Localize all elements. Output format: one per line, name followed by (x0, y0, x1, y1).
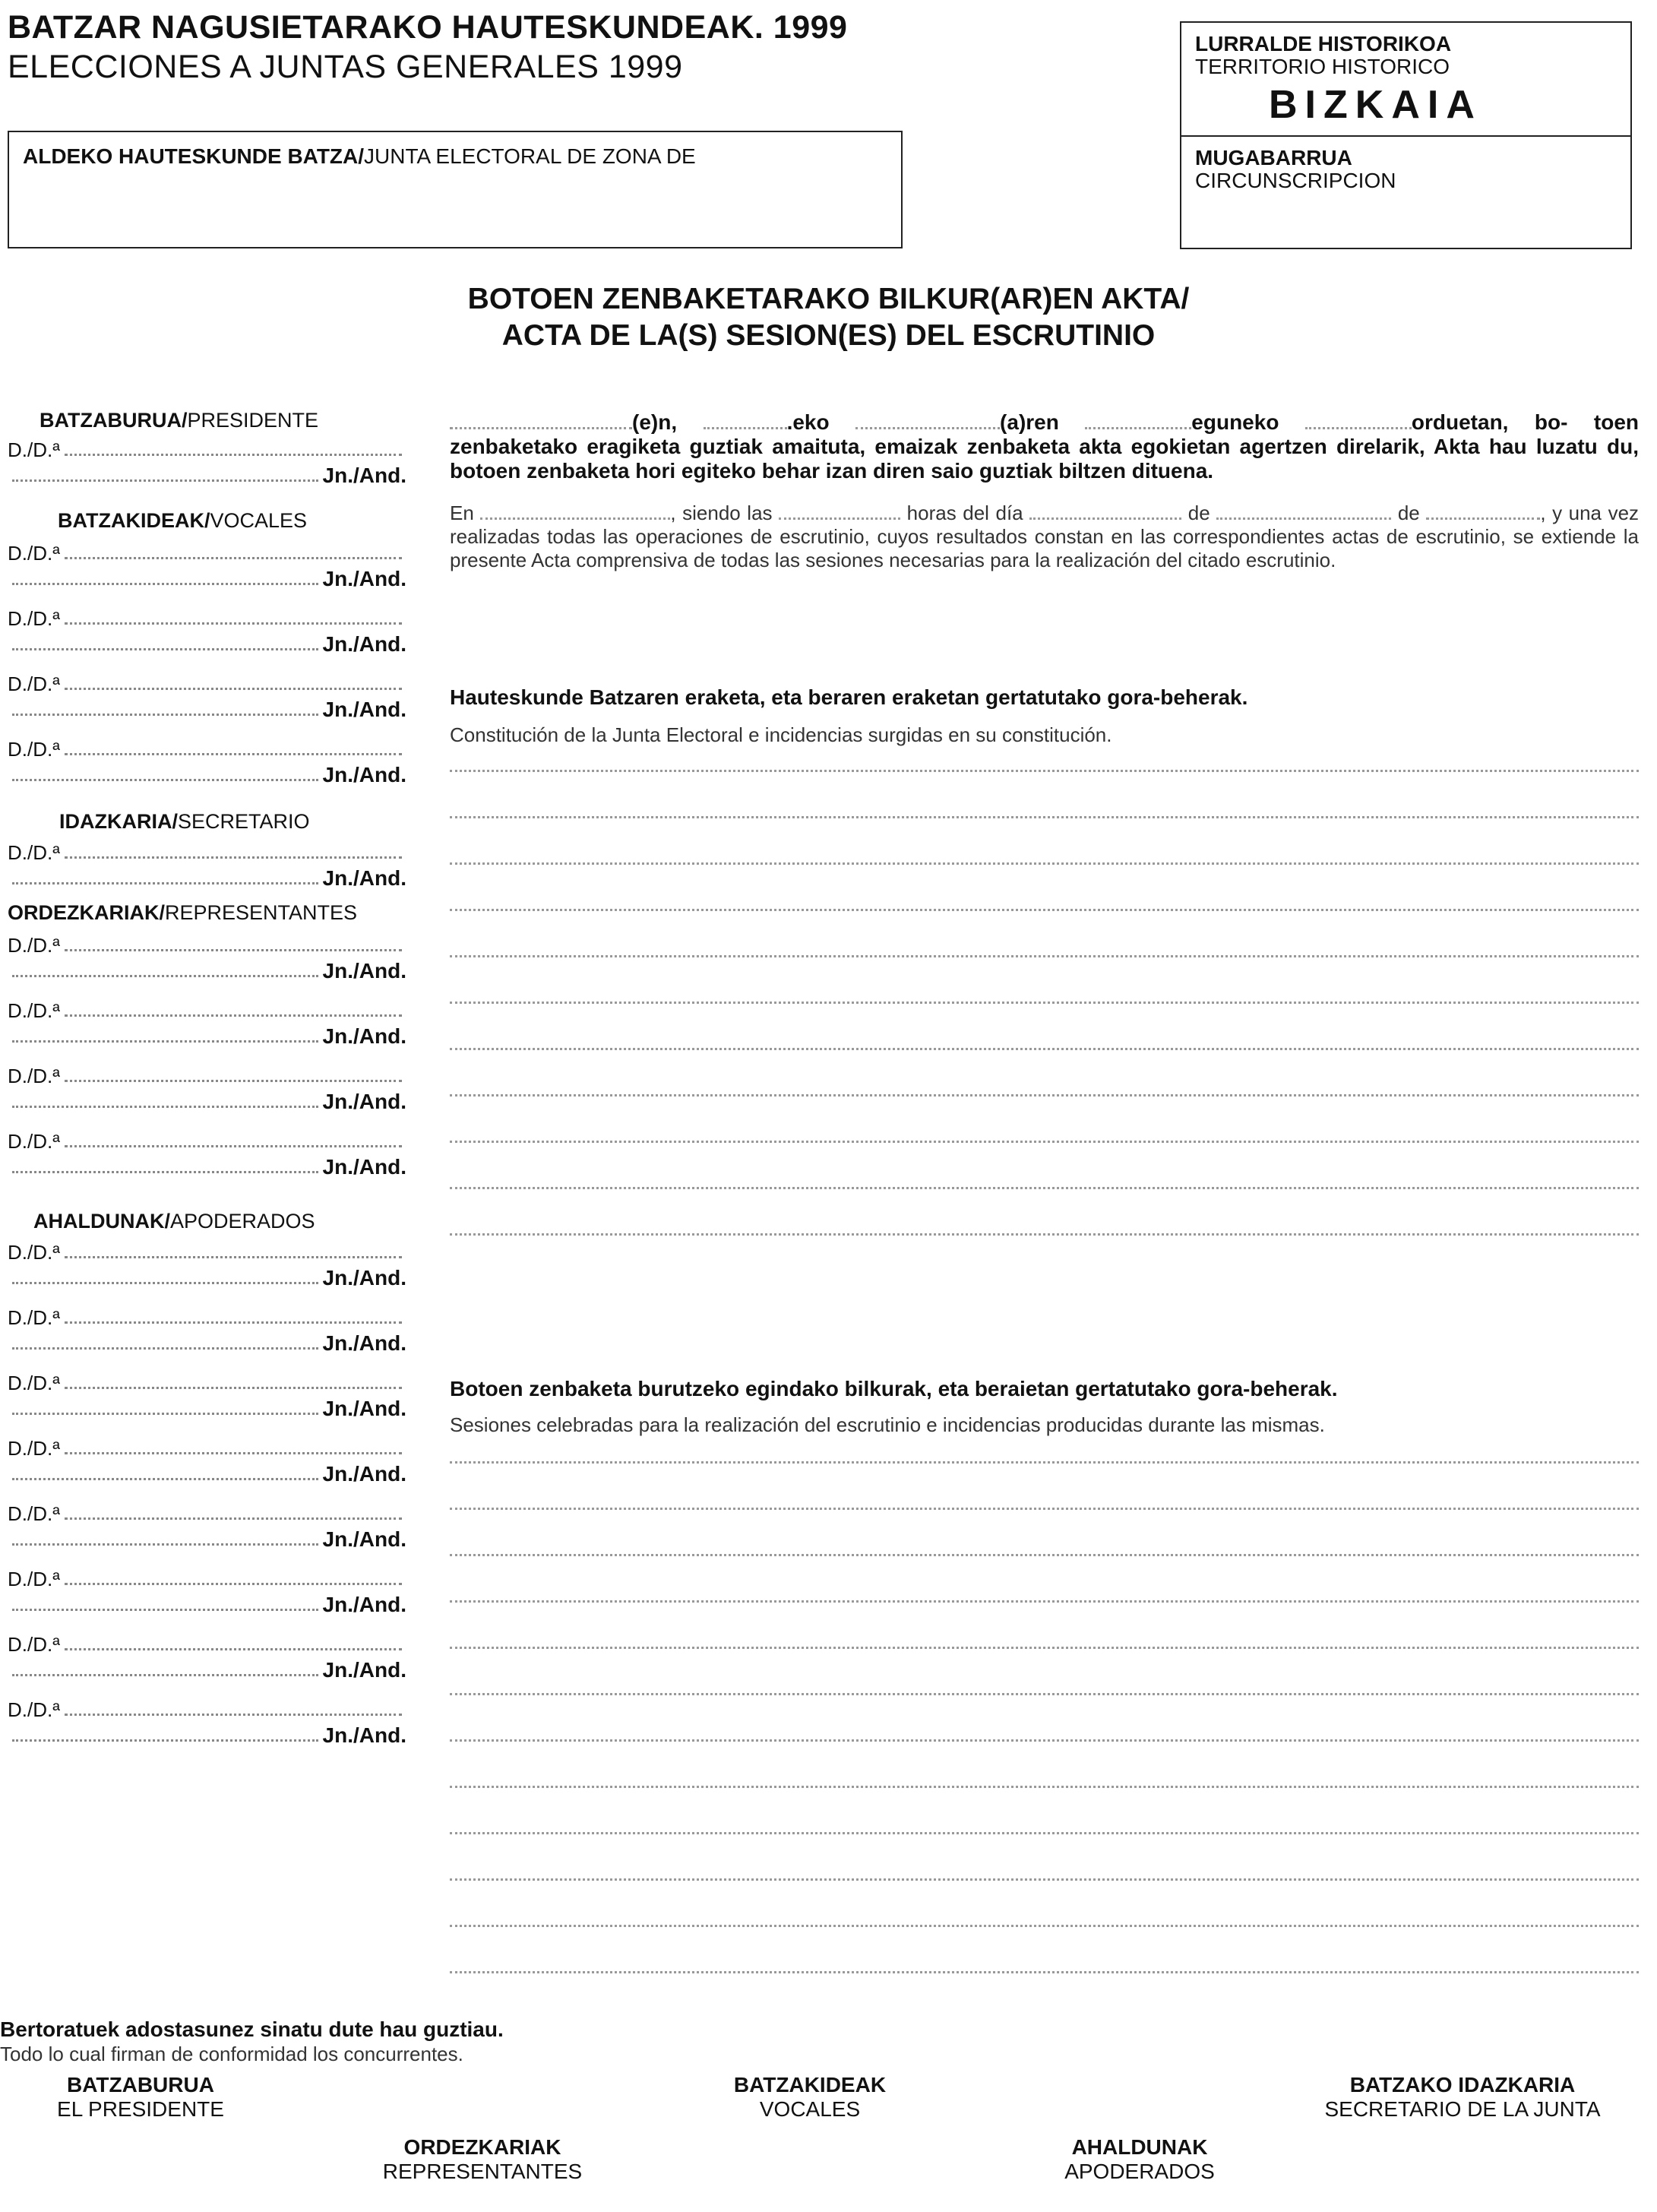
representantes-heading-es: REPRESENTANTES (165, 901, 358, 924)
id-line[interactable] (8, 1330, 406, 1356)
name-line[interactable] (8, 605, 406, 631)
id-line[interactable] (8, 1591, 406, 1617)
document-title-es: ACTA DE LA(S) SESION(ES) DEL ESCRUTINIO (501, 319, 1156, 352)
signature-vocales[interactable] (696, 2073, 924, 2122)
name-line[interactable] (8, 670, 406, 696)
left-column (8, 409, 406, 1748)
intro-es-4: de (1187, 502, 1210, 524)
name-line[interactable] (8, 1435, 406, 1460)
id-line[interactable] (8, 1023, 406, 1049)
name-line[interactable] (8, 997, 406, 1023)
name-line[interactable] (8, 1631, 406, 1657)
year-fill[interactable] (704, 427, 787, 429)
id-line[interactable] (8, 631, 406, 657)
intro-eu-1: (e)n, (632, 410, 678, 434)
d-label: D./D.ª (8, 438, 60, 461)
apoderados-heading-eu: AHALDUNAK/ (33, 1210, 170, 1233)
territory-divider (1180, 135, 1632, 137)
sig-presidente-eu: BATZABURUA (67, 2073, 214, 2096)
signature-representantes[interactable] (357, 2135, 608, 2184)
jn-label: Jn./And. (322, 1155, 406, 1179)
territory-label-eu: LURRALDE HISTORIKOA (1195, 32, 1452, 55)
place-fill[interactable] (450, 427, 632, 429)
signature-presidente[interactable] (46, 2073, 236, 2122)
representantes-heading-eu: ORDEZKARIAK/ (8, 901, 165, 924)
apoderados-heading-es: APODERADOS (169, 1210, 315, 1233)
d-label: D./D.ª (8, 1130, 60, 1153)
jn-label: Jn./And. (322, 567, 406, 590)
jn-label: Jn./And. (322, 1024, 406, 1048)
territory-label-es: TERRITORIO HISTORICO (1195, 55, 1450, 78)
d-label: D./D.ª (8, 542, 60, 565)
intro-eu-2: .eko (786, 410, 830, 434)
d-label: D./D.ª (8, 1372, 60, 1394)
day-fill-es[interactable] (1029, 517, 1181, 520)
id-line[interactable] (8, 1088, 406, 1114)
district-label-eu[interactable]: MUGABARRUA (1195, 146, 1352, 169)
jn-label: Jn./And. (322, 1527, 406, 1551)
vocales-heading-es: VOCALES (210, 509, 308, 532)
name-line[interactable] (8, 1062, 406, 1088)
jn-label: Jn./And. (322, 959, 406, 983)
intro-eu-4: eguneko (1191, 410, 1279, 434)
id-line[interactable] (8, 1722, 406, 1748)
intro-es-rest: y una vez realizadas todas las operaciones de escrutinio, cuyos resultados constan en las correspondientes actas de escrutinio, se extiende la presente Acta comprensiva de todas las sesiones necesarias para la realización del citado escrutinio. (450, 502, 1640, 571)
d-label: D./D.ª (8, 1437, 60, 1460)
document-title-eu: BOTOEN ZENBAKETARAKO BILKUR(AR)EN AKTA/ (467, 283, 1190, 315)
d-label: D./D.ª (8, 934, 60, 957)
id-line[interactable] (8, 462, 406, 488)
jn-label: Jn./And. (322, 1266, 406, 1290)
zone-label (23, 144, 696, 169)
intro-es-3: horas del día (906, 502, 1023, 524)
section1-heading-es: Constitución de la Junta Electoral e incidencias surgidas en su constitución. (450, 723, 1112, 746)
name-line[interactable] (8, 1239, 406, 1264)
name-line[interactable] (8, 932, 406, 957)
intro-es-1: En (450, 502, 474, 524)
section2-heading-es: Sesiones celebradas para la realización del escrutinio e incidencias producidas durante las mismas. (450, 1413, 1325, 1436)
id-line[interactable] (8, 1153, 406, 1179)
year-fill-es[interactable] (1426, 517, 1540, 520)
d-label: D./D.ª (8, 1502, 60, 1525)
zone-label-es: JUNTA ELECTORAL DE ZONA DE (364, 144, 696, 168)
id-line[interactable] (8, 865, 406, 891)
d-label: D./D.ª (8, 1568, 60, 1590)
intro-paragraph-eu (450, 410, 1639, 483)
zone-label-eu: ALDEKO HAUTESKUNDE BATZA/ (23, 144, 365, 168)
presidente-heading-eu: BATZABURUA/ (40, 409, 188, 432)
sig-representantes-es: REPRESENTANTES (382, 2160, 583, 2183)
jn-label: Jn./And. (322, 763, 406, 786)
section2-fill-area[interactable] (450, 1459, 1639, 1973)
sig-vocales-es: VOCALES (759, 2097, 861, 2121)
jn-label: Jn./And. (322, 1658, 406, 1682)
jn-label: Jn./And. (322, 698, 406, 721)
id-line[interactable] (8, 957, 406, 983)
d-label: D./D.ª (8, 738, 60, 761)
place-fill-es[interactable] (480, 517, 670, 520)
representantes-heading (8, 901, 406, 932)
jn-label: Jn./And. (322, 1723, 406, 1747)
closing-text-eu: Bertoratuek adostasunez sinatu dute hau guztiau. (0, 2017, 504, 2041)
month-fill-es[interactable] (1216, 517, 1391, 520)
signature-secretario[interactable] (1292, 2073, 1633, 2122)
d-label: D./D.ª (8, 1633, 60, 1656)
vocales-heading-eu: BATZAKIDEAK/ (58, 509, 210, 532)
hour-fill[interactable] (1305, 427, 1412, 429)
jn-label: Jn./And. (322, 632, 406, 656)
sig-presidente-es: EL PRESIDENTE (57, 2097, 224, 2121)
jn-label: Jn./And. (322, 866, 406, 890)
header-title-es: ELECCIONES A JUNTAS GENERALES 1999 (8, 49, 683, 85)
d-label: D./D.ª (8, 841, 60, 864)
sig-vocales-eu: BATZAKIDEAK (733, 2073, 887, 2096)
month-fill[interactable] (855, 427, 1000, 429)
name-line[interactable] (8, 1565, 406, 1591)
intro-eu-3: (a)ren (1000, 410, 1059, 434)
secretario-heading-es: SECRETARIO (178, 810, 310, 833)
day-fill[interactable] (1085, 427, 1191, 429)
vocales-heading (8, 509, 406, 540)
name-line[interactable] (8, 1304, 406, 1330)
id-line[interactable] (8, 1460, 406, 1486)
secretario-heading (8, 810, 406, 839)
sig-secretario-es: SECRETARIO DE LA JUNTA (1324, 2097, 1601, 2121)
id-line[interactable] (8, 1264, 406, 1290)
id-line[interactable] (8, 1657, 406, 1682)
id-line[interactable] (8, 1395, 406, 1421)
sig-secretario-eu: BATZAKO IDAZKARIA (1349, 2073, 1576, 2096)
d-label: D./D.ª (8, 999, 60, 1022)
territory-name: BIZKAIA (1269, 83, 1482, 127)
presidente-heading (8, 409, 406, 436)
intro-es-2: , siendo las (670, 502, 773, 524)
sig-representantes-eu: ORDEZKARIAK (403, 2135, 561, 2159)
jn-label: Jn./And. (322, 1090, 406, 1113)
name-line[interactable] (8, 1369, 406, 1395)
d-label: D./D.ª (8, 607, 60, 630)
closing-text-es: Todo lo cual firman de conformidad los concurrentes. (0, 2043, 463, 2065)
section1-fill-area[interactable] (450, 767, 1639, 1236)
jn-label: Jn./And. (322, 464, 406, 487)
id-line[interactable] (8, 696, 406, 722)
secretario-heading-eu: IDAZKARIA/ (59, 810, 178, 833)
name-line[interactable] (8, 540, 406, 565)
name-line[interactable] (8, 1128, 406, 1153)
header-title-eu: BATZAR NAGUSIETARAKO HAUTESKUNDEAK. 1999 (8, 9, 848, 46)
sig-apoderados-eu: AHALDUNAK (1071, 2135, 1208, 2159)
name-line[interactable] (8, 839, 406, 865)
id-line[interactable] (8, 1526, 406, 1552)
jn-label: Jn./And. (322, 1593, 406, 1616)
intro-es-5: de (1397, 502, 1420, 524)
name-line[interactable] (8, 436, 406, 462)
d-label: D./D.ª (8, 1306, 60, 1329)
signature-apoderados[interactable] (1041, 2135, 1238, 2184)
d-label: D./D.ª (8, 672, 60, 695)
id-line[interactable] (8, 761, 406, 787)
name-line[interactable] (8, 1500, 406, 1526)
section1-heading-eu: Hauteskunde Batzaren eraketa, eta beraren eraketan gertatutako gora-beherak. (450, 685, 1248, 709)
intro-eu-5: orduetan, bo- (1411, 410, 1568, 434)
presidente-heading-es: PRESIDENTE (187, 409, 319, 432)
apoderados-heading (8, 1210, 406, 1239)
jn-label: Jn./And. (322, 1397, 406, 1420)
d-label: D./D.ª (8, 1698, 60, 1721)
name-line[interactable] (8, 1696, 406, 1722)
d-label: D./D.ª (8, 1241, 60, 1264)
jn-label: Jn./And. (322, 1331, 406, 1355)
d-label: D./D.ª (8, 1065, 60, 1087)
sig-apoderados-es: APODERADOS (1064, 2160, 1215, 2183)
id-line[interactable] (8, 565, 406, 591)
jn-label: Jn./And. (322, 1462, 406, 1486)
district-label-es: CIRCUNSCRIPCION (1195, 169, 1396, 192)
intro-paragraph-es: En , siendo las horas del día de de , y una vez realizadas todas las operaciones de escrutinio, cuyos resultados constan en las correspondientes actas de escrutinio, se extiende la presente Acta comprensiva de todas las sesiones necesarias para la realización del citado escrutinio. (450, 502, 1640, 571)
name-line[interactable] (8, 736, 406, 761)
intro-eu-rest: toen zenbaketako eragiketa guztiak amaituta, emaizak zenbaketa akta egokietan agertzen direlarik, Akta hau luzatu du, botoen zenbaketa hori egiteko behar izan diren saio guztiak biltzen dituena. (450, 410, 1639, 483)
hours-fill-es[interactable] (779, 517, 900, 520)
section2-heading-eu: Botoen zenbaketa burutzeko egindako bilkurak, eta beraietan gertatutako gora-beherak. (450, 1377, 1338, 1400)
